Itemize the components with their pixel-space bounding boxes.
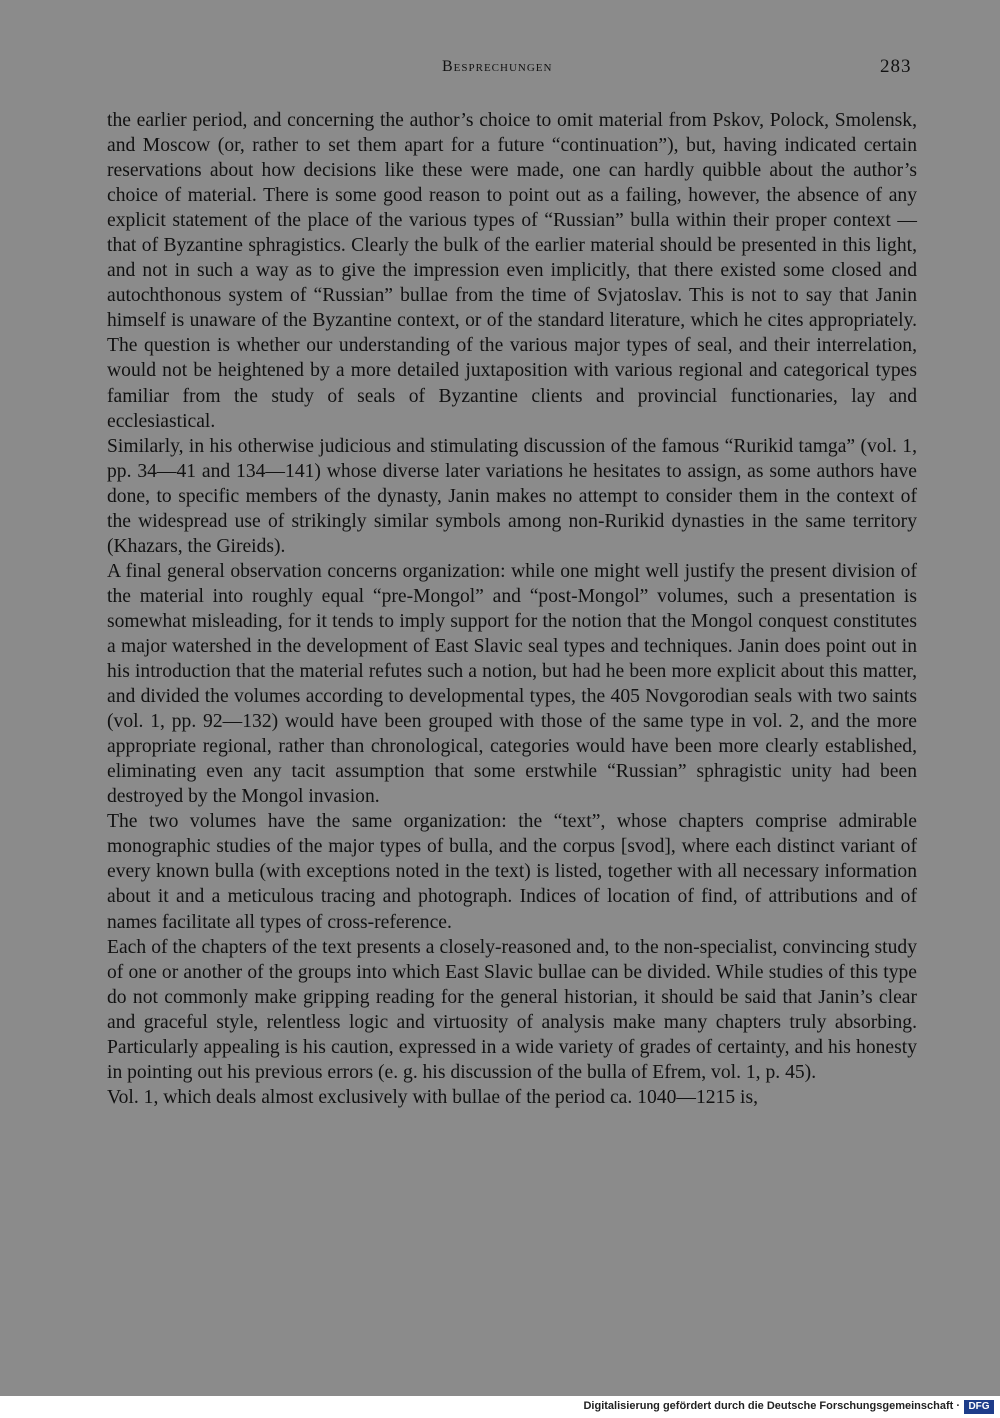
paragraph-4: The two volumes have the same organization: the “text”, whose chapters comprise admirable monographic studies of the major types of bulla, and the corpus [svod], where each distinct variant of every known bulla (with exceptions noted in the text) is listed, together with all necessary information about it and a meticulous tracing and photograph. Indices of location of find, of attributions and of names facilitate all types of cross-reference. — [107, 811, 917, 933]
paragraph-5: Each of the chapters of the text presents a closely-reasoned and, to the non-specialist, convincing study of one or another of the groups into which East Slavic bullae can be divided. While studies of this type do not commonly make gripping reading for the general historian, it should be said that Janin’s clear and graceful style, relentless logic and virtuosity of analysis make many chapters truly absorbing. Particularly appealing is his caution, expressed in a wide variety of grades of certainty, and his honesty in pointing out his previous errors (e. g. his discussion of the bulla of Efrem, vol. 1, p. 45). — [107, 936, 917, 1083]
footer-credit: Digitalisierung gefördert durch die Deutsche Forschungsgemeinschaft · — [583, 1400, 960, 1412]
digitization-footer — [0, 1396, 1000, 1418]
paragraph-1: the earlier period, and concerning the author’s choice to omit material from Pskov, Polock, Smolensk, and Moscow (or, rather to set them apart for a future “continuation”), but, having indicated certain reservations about how decisions like these were made, one can hardly quibble about the author’s choice of material. There is some good reason to point out as a failing, however, the absence of any explicit statement of the place of the various types of “Russian” bulla within their proper context — that of Byzantine sphragistics. Clearly the bulk of the earlier material should be presented in this light, and not in such a way as to give the impression even implicitly, that there existed some closed and autochthonous system of “Russian” bullae from the time of Svjatoslav. This is not to say that Janin himself is unaware of the Byzantine context, or of the standard literature, which he cites appropriately. The question is whether our understanding of the various major types of seal, and their interrelation, would not be heightened by a more detailed juxtaposition with various regional and categorical types familiar from the study of seals of Byzantine clients and provincial functionaries, lay and ecclesiastical. — [107, 110, 917, 432]
paragraph-2: Similarly, in his otherwise judicious and stimulating discussion of the famous “Rurikid tamga” (vol. 1, pp. 34—41 and 134—141) whose diverse later variations he hesitates to assign, as some authors have done, to specific members of the dynasty, Janin makes no attempt to consider them in the context of the widespread use of strikingly similar symbols among non-Rurikid dynasties in the same territory (Khazars, the Gireids). — [107, 435, 917, 557]
dfg-logo: DFG — [964, 1400, 994, 1414]
paragraph-3: A final general observation concerns organization: while one might well justify the present division of the material into roughly equal “pre-Mongol” and “post-Mongol” volumes, such a presentation is somewhat misleading, for it tends to imply support for the notion that the Mongol conquest constitutes a major watershed in the development of East Slavic seal types and techniques. Janin does point out in his introduction that the material refutes such a notion, but had he been more explicit about this matter, and divided the volumes according to developmental types, the 405 Novgorodian seals with two saints (vol. 1, pp. 92—132) would have been grouped with those of the same type in vol. 2, and the more appropriate regional, rather than chronological, categories would have been more clearly established, eliminating even any tacit assumption that some erstwhile “Russian” sphragistic unity had been destroyed by the Mongol invasion. — [107, 560, 917, 808]
running-title: Besprechungen — [442, 58, 553, 75]
body-text — [107, 108, 917, 1110]
page-number: 283 — [880, 56, 912, 77]
paragraph-6: Vol. 1, which deals almost exclusively with bullae of the period ca. 1040—1215 is, — [107, 1086, 759, 1108]
